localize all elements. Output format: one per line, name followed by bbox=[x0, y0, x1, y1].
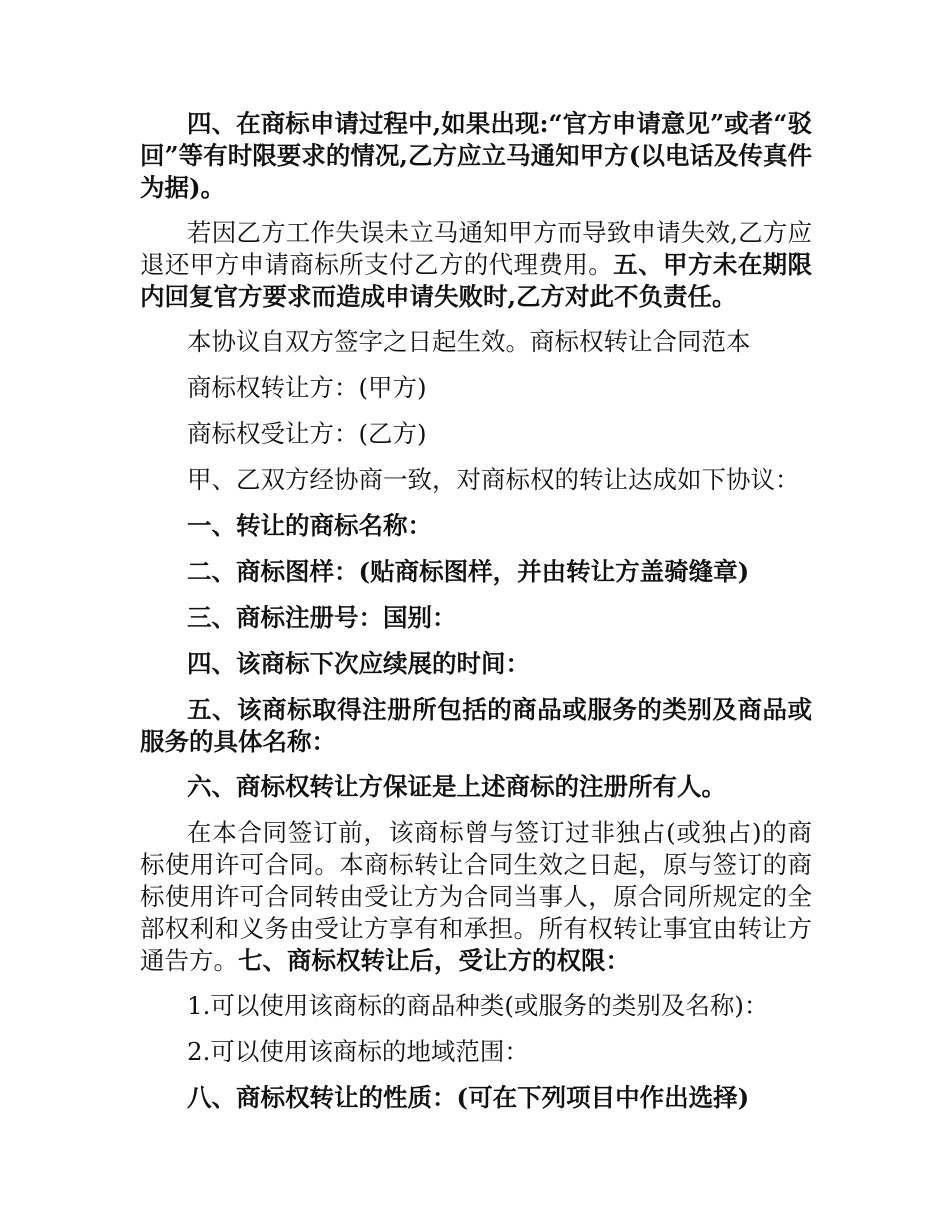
clause-8-heading: 八、商标权转让的性质：(可在下列项目中作出选择) bbox=[187, 1083, 750, 1112]
paragraph-refund-terms bbox=[140, 217, 812, 313]
item-2-text: 2.可以使用该商标的地域范围： bbox=[187, 1037, 529, 1066]
clause-3-heading: 三、商标注册号：国别： bbox=[187, 603, 457, 632]
clause-2-heading: 二、商标图样：(贴商标图样，并由转让方盖骑缝章) bbox=[187, 557, 750, 586]
paragraph-effective bbox=[140, 326, 812, 358]
paragraph-transferor bbox=[140, 372, 812, 404]
item-1-text: 1.可以使用该商标的商品种类(或服务的类别及名称)： bbox=[187, 991, 769, 1020]
transferor-line: 商标权转让方：(甲方) bbox=[187, 373, 427, 402]
clause-6-heading: 六、商标权转让方保证是上述商标的注册所有人。 bbox=[187, 772, 726, 801]
paragraph-agreement-intro bbox=[140, 464, 812, 496]
paragraph-clause-8 bbox=[140, 1082, 812, 1114]
effective-text: 本协议自双方签字之日起生效。商标权转让合同范本 bbox=[187, 327, 751, 356]
clause-4-heading: 四、该商标下次应续展的时间： bbox=[187, 649, 530, 678]
paragraph-transferee bbox=[140, 418, 812, 450]
paragraph-item-2 bbox=[140, 1036, 812, 1068]
paragraph-clause-6 bbox=[140, 771, 812, 803]
agreement-intro-text: 甲、乙双方经协商一致，对商标权的转让达成如下协议： bbox=[187, 465, 800, 494]
paragraph-clause-5 bbox=[140, 694, 812, 758]
clause-four-notice: 四、在商标申请过程中,如果出现:“官方申请意见”或者“驳回”等有时限要求的情况,乙方应立马通知甲方(以电话及传真件为据)。 bbox=[140, 109, 812, 202]
refund-text: 若因乙方工作失误未立马通知甲方而导致申请失效,乙方应退还甲方申请商标所支付乙方的代理费用。 bbox=[140, 218, 812, 279]
paragraph-clause-2 bbox=[140, 556, 812, 588]
clause-7-heading: 七、商标权转让后，受让方的权限： bbox=[238, 946, 630, 975]
transferee-line: 商标权受让方：(乙方) bbox=[187, 419, 427, 448]
clause-five-liability: 五、甲方未在期限内回复官方要求而造成申请失败时,乙方对此不负责任。 bbox=[140, 250, 812, 311]
paragraph-clause-3 bbox=[140, 602, 812, 634]
clause-1-heading: 一、转让的商标名称： bbox=[187, 511, 432, 540]
paragraph-clause-4 bbox=[140, 648, 812, 680]
paragraph-item-1 bbox=[140, 990, 812, 1022]
paragraph-license-contract bbox=[140, 817, 812, 977]
license-contract-text: 在本合同签订前，该商标曾与签订过非独占(或独占)的商标使用许可合同。本商标转让合同生效之日起，原与签订的商标使用许可合同转由受让方为合同当事人，原合同所规定的全部权利和义务由受让方享有和承担。所有权转让事宜由转让方通告方。 bbox=[140, 818, 812, 975]
paragraph-application-notice bbox=[140, 108, 812, 204]
document-page bbox=[140, 108, 812, 1128]
clause-5-heading: 五、该商标取得注册所包括的商品或服务的类别及商品或服务的具体名称： bbox=[140, 695, 812, 756]
paragraph-clause-1 bbox=[140, 510, 812, 542]
